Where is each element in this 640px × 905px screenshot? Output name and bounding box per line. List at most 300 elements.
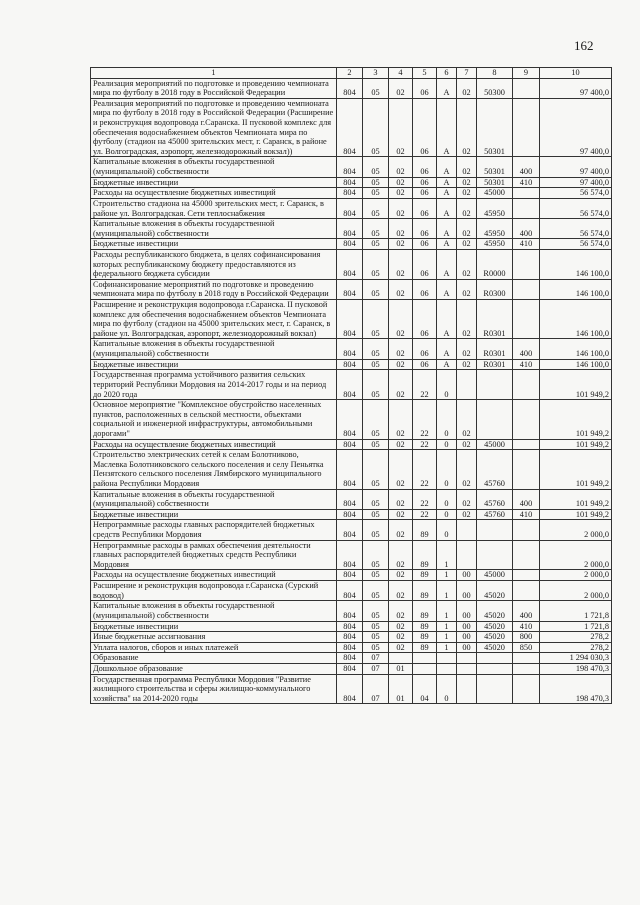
row-code-3: 07 <box>363 663 389 674</box>
row-code-3: 07 <box>363 674 389 704</box>
table-row <box>91 98 612 157</box>
row-name: Софинансирование мероприятий по подготовке и проведению чемпионата мира по футболу в 2018 году в Российской Федерации <box>91 279 337 299</box>
table-row <box>91 188 612 199</box>
row-amount: 101 949,2 <box>540 450 612 489</box>
row-code-8 <box>477 520 513 540</box>
row-code-5: 06 <box>413 339 437 359</box>
column-header: 10 <box>540 68 612 79</box>
table-row <box>91 489 612 509</box>
row-code-6: А <box>437 188 457 199</box>
page-number: 162 <box>574 38 594 53</box>
row-code-6: А <box>437 177 457 188</box>
row-code-9 <box>513 581 540 601</box>
row-code-7 <box>457 653 477 664</box>
row-code-4: 02 <box>389 601 413 621</box>
table-row <box>91 520 612 540</box>
row-code-9 <box>513 198 540 218</box>
row-code-8 <box>477 674 513 704</box>
row-code-3: 05 <box>363 489 389 509</box>
row-code-7: 02 <box>457 177 477 188</box>
row-name: Реализация мероприятий по подготовке и проведению чемпионата мира по футболу в 2018 году в Российской Федерации <box>91 78 337 98</box>
row-name: Государственная программа устойчивого развития сельских территорий Республики Мордовия на 2014-2017 годы и на период до 2020 года <box>91 370 337 400</box>
table-row <box>91 219 612 239</box>
row-code-4: 02 <box>389 239 413 250</box>
row-code-7: 02 <box>457 300 477 339</box>
row-code-3: 05 <box>363 370 389 400</box>
row-code-3: 05 <box>363 188 389 199</box>
row-name: Образование <box>91 653 337 664</box>
row-code-3: 05 <box>363 520 389 540</box>
row-code-6: А <box>437 219 457 239</box>
table-row <box>91 239 612 250</box>
row-code-6: 0 <box>437 489 457 509</box>
row-code-6: 1 <box>437 570 457 581</box>
row-code-9 <box>513 540 540 570</box>
column-header: 6 <box>437 68 457 79</box>
row-code-8 <box>477 653 513 664</box>
row-code-9 <box>513 188 540 199</box>
row-code-6: А <box>437 279 457 299</box>
row-code-9 <box>513 653 540 664</box>
row-code-9 <box>513 439 540 450</box>
row-amount: 101 949,2 <box>540 370 612 400</box>
row-code-3: 05 <box>363 601 389 621</box>
row-code-2: 804 <box>337 450 363 489</box>
row-code-4: 02 <box>389 188 413 199</box>
row-code-9: 400 <box>513 489 540 509</box>
row-code-7 <box>457 540 477 570</box>
row-code-2: 804 <box>337 581 363 601</box>
table-row <box>91 509 612 520</box>
row-code-2: 804 <box>337 520 363 540</box>
row-code-9: 410 <box>513 239 540 250</box>
row-code-2: 804 <box>337 279 363 299</box>
row-code-6: 1 <box>437 632 457 643</box>
row-code-2: 804 <box>337 339 363 359</box>
row-name: Непрограммные расходы в рамках обеспечения деятельности главных распорядителей бюджетных средств Республики Мордовия <box>91 540 337 570</box>
row-amount: 97 400,0 <box>540 157 612 177</box>
row-code-5: 06 <box>413 279 437 299</box>
row-code-4: 02 <box>389 198 413 218</box>
row-code-8: 45020 <box>477 621 513 632</box>
row-code-7: 00 <box>457 642 477 653</box>
row-code-6: 0 <box>437 674 457 704</box>
row-code-7: 00 <box>457 601 477 621</box>
row-name: Бюджетные инвестиции <box>91 621 337 632</box>
row-code-9: 800 <box>513 632 540 643</box>
row-name: Расширение и реконструкция водопровода г.Саранска. II пусковой комплекс для обеспечения водоснабжением объектов Чемпионата мира по футболу (стадион на 45000 зрительских мест, г. Саранск, в районе ул. Волгоградская, аэропорт, железнодорожный вокзал) <box>91 300 337 339</box>
row-name: Капитальные вложения в объекты государственной (муниципальной) собственности <box>91 489 337 509</box>
column-header: 5 <box>413 68 437 79</box>
row-amount: 2 000,0 <box>540 540 612 570</box>
row-amount: 1 294 030,3 <box>540 653 612 664</box>
row-amount: 56 574,0 <box>540 198 612 218</box>
row-code-4: 02 <box>389 439 413 450</box>
table-body <box>91 78 612 704</box>
row-code-5: 89 <box>413 632 437 643</box>
row-code-8: R0301 <box>477 300 513 339</box>
row-code-3: 05 <box>363 239 389 250</box>
row-code-3: 07 <box>363 653 389 664</box>
row-amount: 146 100,0 <box>540 279 612 299</box>
row-code-6: 0 <box>437 400 457 439</box>
row-amount: 56 574,0 <box>540 188 612 199</box>
row-code-5: 06 <box>413 249 437 279</box>
table-row <box>91 621 612 632</box>
row-code-4: 02 <box>389 300 413 339</box>
row-code-3: 05 <box>363 157 389 177</box>
row-code-5: 06 <box>413 98 437 157</box>
row-code-9: 410 <box>513 177 540 188</box>
row-code-3: 05 <box>363 219 389 239</box>
row-code-7: 00 <box>457 632 477 643</box>
table-row <box>91 78 612 98</box>
row-code-7 <box>457 674 477 704</box>
row-code-9 <box>513 450 540 489</box>
column-header: 1 <box>91 68 337 79</box>
row-code-2: 804 <box>337 400 363 439</box>
row-code-6 <box>437 663 457 674</box>
row-amount: 146 100,0 <box>540 249 612 279</box>
row-code-5: 06 <box>413 78 437 98</box>
row-code-3: 05 <box>363 78 389 98</box>
row-code-3: 05 <box>363 279 389 299</box>
row-code-7: 02 <box>457 249 477 279</box>
table-row <box>91 642 612 653</box>
row-code-7: 02 <box>457 198 477 218</box>
row-name: Расходы на осуществление бюджетных инвестиций <box>91 570 337 581</box>
table-row <box>91 632 612 643</box>
row-name: Непрограммные расходы главных распорядителей бюджетных средств Республики Мордовия <box>91 520 337 540</box>
row-code-4: 02 <box>389 621 413 632</box>
column-header: 9 <box>513 68 540 79</box>
row-code-4: 02 <box>389 570 413 581</box>
row-code-8: 50301 <box>477 157 513 177</box>
row-code-4: 02 <box>389 98 413 157</box>
row-code-6: А <box>437 239 457 250</box>
row-amount: 101 949,2 <box>540 400 612 439</box>
row-code-2: 804 <box>337 78 363 98</box>
row-code-8: 45760 <box>477 509 513 520</box>
row-code-8: 45000 <box>477 570 513 581</box>
row-code-2: 804 <box>337 188 363 199</box>
row-code-7: 00 <box>457 581 477 601</box>
row-code-4: 02 <box>389 400 413 439</box>
row-code-2: 804 <box>337 663 363 674</box>
row-code-7: 02 <box>457 239 477 250</box>
row-amount: 146 100,0 <box>540 339 612 359</box>
row-amount: 101 949,2 <box>540 439 612 450</box>
row-name: Основное мероприятие "Комплексное обустройство населенных пунктов, расположенных в сельской местности, объектами социальной и инженерной инфраструктуры, автомобильными дорогами" <box>91 400 337 439</box>
row-amount: 2 000,0 <box>540 570 612 581</box>
table-row <box>91 279 612 299</box>
row-code-2: 804 <box>337 300 363 339</box>
row-code-8: 45020 <box>477 632 513 643</box>
row-name: Капитальные вложения в объекты государственной (муниципальной) собственности <box>91 601 337 621</box>
row-code-8: 45760 <box>477 489 513 509</box>
row-code-2: 804 <box>337 540 363 570</box>
row-code-4: 02 <box>389 78 413 98</box>
row-code-6: 0 <box>437 509 457 520</box>
row-code-5: 06 <box>413 198 437 218</box>
row-code-8: R0000 <box>477 249 513 279</box>
row-code-7: 02 <box>457 489 477 509</box>
row-code-9: 400 <box>513 219 540 239</box>
row-amount: 198 470,3 <box>540 663 612 674</box>
row-code-6: А <box>437 300 457 339</box>
row-code-9 <box>513 78 540 98</box>
row-code-4: 02 <box>389 581 413 601</box>
row-code-2: 804 <box>337 370 363 400</box>
row-code-7 <box>457 520 477 540</box>
row-code-6: А <box>437 157 457 177</box>
row-code-5: 89 <box>413 621 437 632</box>
row-code-3: 05 <box>363 439 389 450</box>
row-code-7: 02 <box>457 157 477 177</box>
row-code-5: 22 <box>413 509 437 520</box>
row-code-9 <box>513 98 540 157</box>
row-code-7: 02 <box>457 279 477 299</box>
row-code-8: 45020 <box>477 601 513 621</box>
table-row <box>91 300 612 339</box>
row-code-4: 02 <box>389 450 413 489</box>
row-code-9: 410 <box>513 359 540 370</box>
row-code-4: 02 <box>389 489 413 509</box>
row-name: Бюджетные инвестиции <box>91 177 337 188</box>
row-code-3: 05 <box>363 300 389 339</box>
row-amount: 278,2 <box>540 632 612 643</box>
table-row <box>91 540 612 570</box>
row-name: Строительство электрических сетей к селам Болотниково, Маслевка Болотниковского сельского поселения и селу Пеньятка Пензятского сельского поселения Лямбирского муниципального района Республики Мордовия <box>91 450 337 489</box>
table-row <box>91 674 612 704</box>
table-row <box>91 339 612 359</box>
row-code-4: 02 <box>389 177 413 188</box>
row-amount: 97 400,0 <box>540 78 612 98</box>
table-row <box>91 601 612 621</box>
row-code-6: 0 <box>437 450 457 489</box>
table-row <box>91 400 612 439</box>
column-header: 7 <box>457 68 477 79</box>
row-code-2: 804 <box>337 601 363 621</box>
row-code-2: 804 <box>337 570 363 581</box>
row-code-2: 804 <box>337 198 363 218</box>
row-code-8 <box>477 540 513 570</box>
row-amount: 1 721,8 <box>540 621 612 632</box>
row-code-6: А <box>437 359 457 370</box>
row-amount: 278,2 <box>540 642 612 653</box>
row-code-7 <box>457 663 477 674</box>
row-code-3: 05 <box>363 540 389 570</box>
row-code-8: R0301 <box>477 359 513 370</box>
row-code-9 <box>513 279 540 299</box>
row-code-2: 804 <box>337 674 363 704</box>
row-code-8: 45000 <box>477 188 513 199</box>
row-code-8: 45950 <box>477 219 513 239</box>
row-code-5: 04 <box>413 674 437 704</box>
row-code-6 <box>437 653 457 664</box>
row-code-5: 22 <box>413 439 437 450</box>
row-code-3: 05 <box>363 177 389 188</box>
row-amount: 146 100,0 <box>540 359 612 370</box>
row-code-2: 804 <box>337 632 363 643</box>
row-code-4: 02 <box>389 279 413 299</box>
table-row <box>91 198 612 218</box>
table-header-row <box>91 68 612 79</box>
row-code-9: 850 <box>513 642 540 653</box>
row-code-4: 02 <box>389 642 413 653</box>
row-name: Бюджетные инвестиции <box>91 509 337 520</box>
row-code-3: 05 <box>363 632 389 643</box>
row-code-8: 50301 <box>477 98 513 157</box>
row-code-7: 02 <box>457 219 477 239</box>
row-code-5: 22 <box>413 489 437 509</box>
row-code-7 <box>457 370 477 400</box>
row-code-3: 05 <box>363 400 389 439</box>
table-row <box>91 359 612 370</box>
row-code-5: 89 <box>413 540 437 570</box>
row-code-7: 02 <box>457 450 477 489</box>
row-code-6: А <box>437 339 457 359</box>
row-code-8: 50300 <box>477 78 513 98</box>
row-code-5: 89 <box>413 520 437 540</box>
row-code-7: 00 <box>457 570 477 581</box>
table-row <box>91 177 612 188</box>
row-amount: 146 100,0 <box>540 300 612 339</box>
row-code-9: 400 <box>513 157 540 177</box>
row-code-5: 06 <box>413 188 437 199</box>
row-code-9 <box>513 570 540 581</box>
row-name: Иные бюджетные ассигнования <box>91 632 337 643</box>
row-code-3: 05 <box>363 621 389 632</box>
table-row <box>91 370 612 400</box>
row-code-5: 89 <box>413 581 437 601</box>
row-code-6: 0 <box>437 439 457 450</box>
row-code-6: 1 <box>437 540 457 570</box>
column-header: 8 <box>477 68 513 79</box>
row-code-4: 02 <box>389 359 413 370</box>
row-name: Уплата налогов, сборов и иных платежей <box>91 642 337 653</box>
row-name: Строительство стадиона на 45000 зрительских мест, г. Саранск, в районе ул. Волгоградская. Сети теплоснабжения <box>91 198 337 218</box>
row-code-9: 400 <box>513 601 540 621</box>
row-amount: 56 574,0 <box>540 239 612 250</box>
row-name: Дошкольное образование <box>91 663 337 674</box>
table-row <box>91 450 612 489</box>
row-code-9 <box>513 674 540 704</box>
row-code-4: 02 <box>389 370 413 400</box>
row-code-2: 804 <box>337 489 363 509</box>
row-code-4: 02 <box>389 632 413 643</box>
row-code-5: 22 <box>413 400 437 439</box>
row-code-7: 02 <box>457 78 477 98</box>
row-code-6: А <box>437 249 457 279</box>
row-code-5 <box>413 663 437 674</box>
row-code-5: 06 <box>413 239 437 250</box>
row-code-9 <box>513 300 540 339</box>
row-code-5: 06 <box>413 157 437 177</box>
row-code-6: 0 <box>437 520 457 540</box>
row-code-9 <box>513 370 540 400</box>
row-name: Бюджетные инвестиции <box>91 239 337 250</box>
table-row <box>91 581 612 601</box>
row-code-3: 05 <box>363 359 389 370</box>
row-code-8: 45000 <box>477 439 513 450</box>
row-code-7: 02 <box>457 359 477 370</box>
table-row <box>91 249 612 279</box>
row-code-2: 804 <box>337 157 363 177</box>
row-amount: 97 400,0 <box>540 177 612 188</box>
row-code-8: 45020 <box>477 581 513 601</box>
row-code-9 <box>513 249 540 279</box>
row-code-4: 01 <box>389 674 413 704</box>
row-amount: 56 574,0 <box>540 219 612 239</box>
row-code-3: 05 <box>363 570 389 581</box>
table-row <box>91 653 612 664</box>
row-code-7: 02 <box>457 400 477 439</box>
row-code-4: 01 <box>389 663 413 674</box>
row-code-4: 02 <box>389 520 413 540</box>
row-code-5 <box>413 653 437 664</box>
row-name: Расширение и реконструкция водопровода г.Саранска (Сурский водовод) <box>91 581 337 601</box>
row-name: Расходы на осуществление бюджетных инвестиций <box>91 188 337 199</box>
row-code-8 <box>477 663 513 674</box>
row-code-3: 05 <box>363 198 389 218</box>
row-code-3: 05 <box>363 249 389 279</box>
row-code-7: 00 <box>457 621 477 632</box>
row-code-3: 05 <box>363 450 389 489</box>
row-code-9: 410 <box>513 621 540 632</box>
row-code-2: 804 <box>337 239 363 250</box>
table-row <box>91 570 612 581</box>
row-code-5: 89 <box>413 601 437 621</box>
row-amount: 1 721,8 <box>540 601 612 621</box>
row-code-7: 02 <box>457 98 477 157</box>
row-code-3: 05 <box>363 98 389 157</box>
row-code-6: А <box>437 198 457 218</box>
row-code-5: 89 <box>413 570 437 581</box>
row-code-8 <box>477 400 513 439</box>
row-code-9: 400 <box>513 339 540 359</box>
row-code-5: 06 <box>413 359 437 370</box>
row-code-8: 45950 <box>477 198 513 218</box>
row-code-9 <box>513 400 540 439</box>
row-code-4: 02 <box>389 249 413 279</box>
row-code-3: 05 <box>363 339 389 359</box>
row-name: Бюджетные инвестиции <box>91 359 337 370</box>
row-code-7: 02 <box>457 439 477 450</box>
row-code-8: 45950 <box>477 239 513 250</box>
table-row <box>91 439 612 450</box>
row-code-5: 89 <box>413 642 437 653</box>
row-code-8: 45760 <box>477 450 513 489</box>
row-code-4 <box>389 653 413 664</box>
row-code-2: 804 <box>337 621 363 632</box>
row-code-4: 02 <box>389 540 413 570</box>
row-code-6: 0 <box>437 370 457 400</box>
row-amount: 101 949,2 <box>540 489 612 509</box>
row-name: Реализация мероприятий по подготовке и проведению чемпионата мира по футболу в 2018 году в Российской Федерации (Расширение и реконструкция водопровода г.Саранска. II пусковой комплекс для обеспечения водоснабжением объектов Чемпионата мира по футболу (стадион на 45000 зрительских мест, г. Саранск, в районе ул. Волгоградская, аэропорт, железнодорожный вокзал)) <box>91 98 337 157</box>
row-amount: 101 949,2 <box>540 509 612 520</box>
row-name: Расходы на осуществление бюджетных инвестиций <box>91 439 337 450</box>
row-code-8 <box>477 370 513 400</box>
row-code-2: 804 <box>337 359 363 370</box>
row-code-6: А <box>437 98 457 157</box>
row-code-3: 05 <box>363 581 389 601</box>
row-code-8: R0300 <box>477 279 513 299</box>
row-code-8: 50301 <box>477 177 513 188</box>
row-code-2: 804 <box>337 509 363 520</box>
row-code-9 <box>513 520 540 540</box>
row-code-7: 02 <box>457 339 477 359</box>
